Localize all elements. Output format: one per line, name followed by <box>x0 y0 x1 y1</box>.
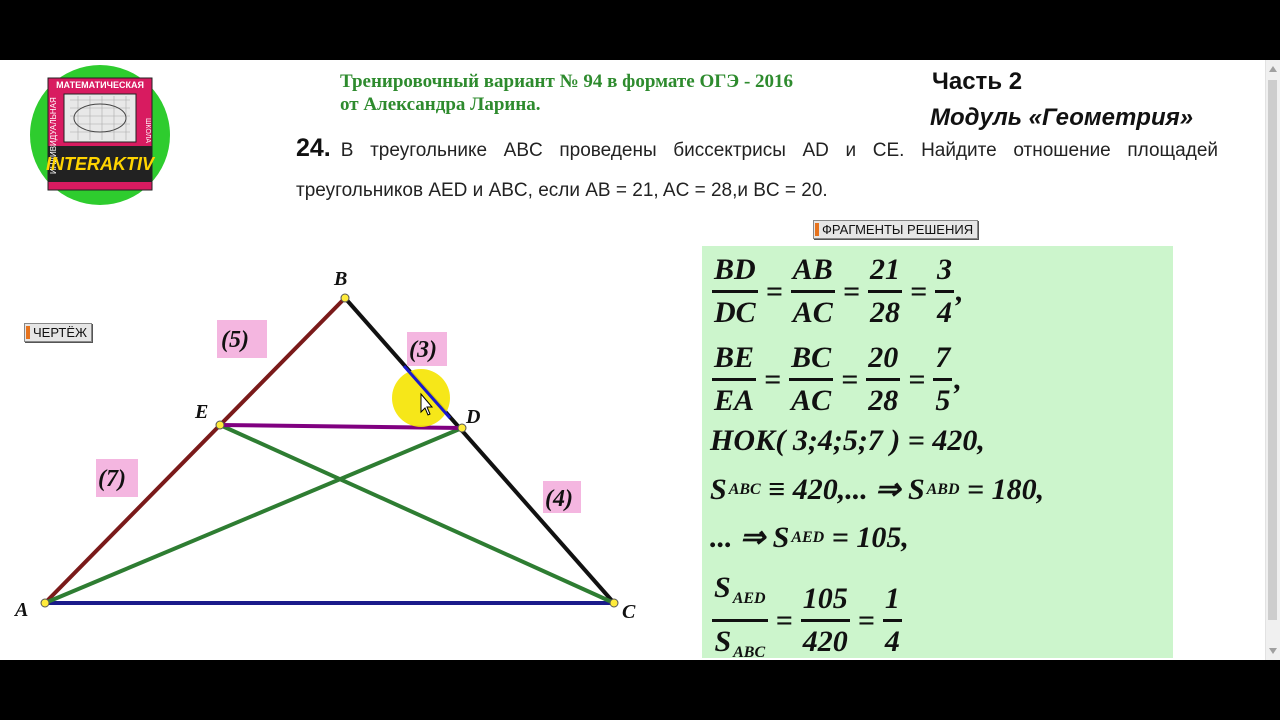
label-dc: (4) <box>545 486 573 512</box>
problem-text: В треугольнике ABC проведены биссектрисы AD и CE. Найдите отношение площадей треугольников AED и ABC, если AB = 21, AC = 28,и BC = 20. <box>296 140 1218 201</box>
module-label: Модуль «Геометрия» <box>930 104 1194 131</box>
side-ab <box>45 298 345 603</box>
vertex-label-e: E <box>195 401 209 423</box>
point-b <box>341 294 349 302</box>
label-be: (5) <box>221 327 249 353</box>
point-e <box>216 421 224 429</box>
triangle-drawing <box>0 260 700 660</box>
side-bc <box>345 298 614 603</box>
vertex-label-a: A <box>15 599 29 621</box>
label-bd: (3) <box>409 337 437 363</box>
triangle-sides <box>45 298 614 603</box>
solution-row-ratio: $\frac{S _{AED}}{S _{ABC}}$ = $\frac{105}{420}$ = $\frac{1}{4}$ <box>710 568 904 660</box>
scroll-down-icon[interactable] <box>1269 648 1277 654</box>
video-letterbox-bottom <box>0 660 1280 720</box>
scrollbar-thumb[interactable] <box>1268 80 1277 620</box>
problem-number: 24. <box>296 134 331 162</box>
vertex-label-b: B <box>334 268 348 290</box>
point-a <box>41 599 49 607</box>
solution-row-1: $\frac{BD}{DC}$ = $\frac{AB}{AC}$ = $\frac{21}{28}$ = $\frac{3}{4}$ , <box>710 250 964 333</box>
bisector-ce <box>220 425 614 603</box>
drawing-button[interactable]: ЧЕРТЁЖ <box>24 323 92 342</box>
worksheet-title <box>340 70 793 116</box>
worksheet-page <box>0 60 1280 660</box>
solution-fragments-button[interactable]: ФРАГМЕНТЫ РЕШЕНИЯ <box>813 220 978 239</box>
bisector-ad <box>45 428 462 603</box>
logo-brand-text: INTERAKTIV <box>46 154 154 174</box>
title-line-1: Тренировочный вариант № 94 в формате ОГЭ - 2016 <box>340 71 794 92</box>
point-d <box>458 424 466 432</box>
title-line-2: от Александра Ларина. <box>340 94 541 115</box>
label-ea: (7) <box>98 466 126 492</box>
solution-panel <box>702 246 1173 658</box>
vertical-scrollbar[interactable] <box>1265 60 1280 660</box>
solution-row-area-abd: S ABC ≡ 420,... ⇒ S ABD = 180, <box>710 472 1045 506</box>
problem-statement <box>296 128 1218 211</box>
solution-row-2: $\frac{BE}{EA}$ = $\frac{BC}{AC}$ = $\frac{20}{28}$ = $\frac{7}{5}$ , <box>710 338 962 421</box>
logo-left-text: ИНДИВИДУАЛЬНАЯ <box>49 97 58 174</box>
logo-top-text: МАТЕМАТИЧЕСКАЯ <box>56 80 144 90</box>
part-label: Часть 2 <box>932 68 1023 95</box>
scroll-up-icon[interactable] <box>1269 66 1277 72</box>
point-c <box>610 599 618 607</box>
vertex-label-c: C <box>622 601 636 623</box>
logo-right-text: ШКОЛА <box>144 118 151 144</box>
solution-row-area-aed: ... ⇒ S AED = 105, <box>710 520 909 554</box>
solution-row-lcm: НОК( 3;4;5;7 ) = 420, <box>710 424 985 457</box>
vertex-label-d: D <box>466 406 481 428</box>
school-logo <box>20 64 180 206</box>
